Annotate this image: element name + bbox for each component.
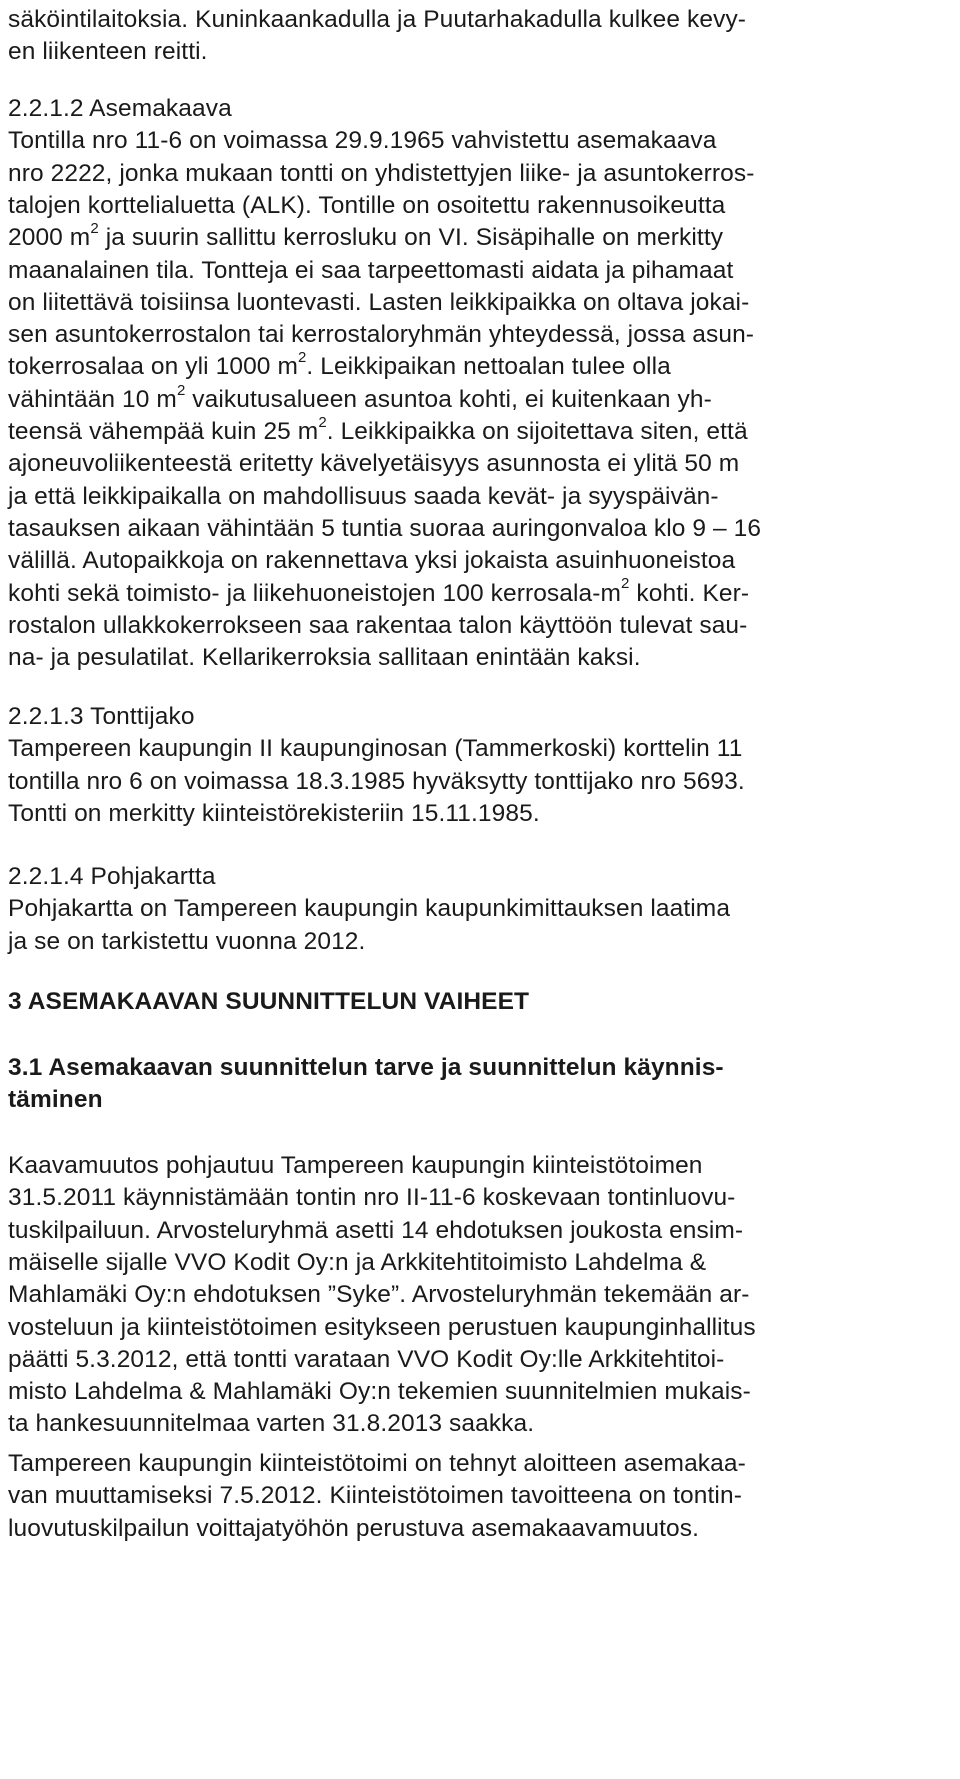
heading-line: 3 ASEMAKAAVAN SUUNNITTELUN VAIHEET — [8, 988, 530, 1015]
text-line: Mahlamäki Oy:n ehdotuksen ”Syke”. Arvosteluryhmän tekemään ar- — [8, 1281, 750, 1309]
text-line: vosteluun ja kiinteistötoimen esitykseen perustuen kaupunginhallitus — [8, 1313, 756, 1341]
superscript: 2 — [621, 575, 630, 593]
text-line: Tontilla nro 11-6 on voimassa 29.9.1965 vahvistettu asemakaava — [8, 127, 717, 155]
text-line: on liitettävä toisiinsa luontevasti. Lasten leikkipaikka on oltava jokai- — [8, 288, 750, 316]
text-line: tasauksen aikaan vähintään 5 tuntia suoraa auringonvaloa klo 9 – 16 — [8, 514, 762, 542]
text-line: 31.5.2011 käynnistämään tontin nro II-11-6 koskevaan tontinluovu- — [8, 1184, 736, 1212]
text-line: kohti sekä toimisto- ja liikehuoneistojen 100 kerrosala-$m^2$ kohti. Ker- — [8, 575, 750, 607]
text-line: teensä vähempää kuin 25 $m^2$. Leikkipaikka on sijoitettava siten, että — [8, 413, 748, 445]
text-line: ja että leikkipaikalla on mahdollisuus saada kevät- ja syyspäivän- — [8, 482, 719, 510]
text-line: ajoneuvoliikenteestä eritetty kävelyetäisyys asunnosta ei ylitä 50 m — [8, 450, 740, 478]
text-line: välillä. Autopaikkoja on rakennettava yksi jokaista asuinhuoneistoa — [8, 547, 736, 575]
superscript: 2 — [297, 349, 307, 367]
text-line: Pohjakartta on Tampereen kaupungin kaupunkimittauksen laatima — [8, 895, 731, 923]
text-line: Tampereen kaupungin II kaupunginosan (Tammerkoski) korttelin 11 — [8, 735, 743, 763]
text-line: säköintilaitoksia. Kuninkaankadulla ja Puutarhakadulla kulkee kevy- — [8, 6, 747, 33]
text-line: päätti 5.3.2012, että tontti varataan VVO Kodit Oy:lle Arkkitehtitoi- — [8, 1345, 725, 1373]
text-line: na- ja pesulatilat. Kellarikerroksia sallitaan enintään kaksi. — [8, 644, 641, 672]
text-line: tuskilpailuun. Arvosteluryhmä asetti 14 ehdotuksen joukosta ensim- — [8, 1216, 744, 1244]
text-line: misto Lahdelma & Mahlamäki Oy:n tekemien suunnitelmien mukais- — [8, 1378, 751, 1406]
text-line: 2.2.1.3 Tonttijako — [8, 703, 195, 730]
text-line: en liikenteen reitti. — [8, 38, 208, 66]
text-line: van muuttamiseksi 7.5.2012. Kiinteistötoimen tavoitteena on tontin- — [8, 1482, 742, 1510]
text-line: talojen korttelialuetta (ALK). Tontille on osoitettu rakennusoikeutta — [8, 191, 726, 219]
heading-line: täminen — [8, 1086, 103, 1114]
text-line: Tontti on merkitty kiinteistörekisteriin 15.11.1985. — [8, 799, 540, 827]
superscript: 2 — [318, 413, 327, 431]
text-line: vähintään 10 $m^2$ vaikutusalueen asuntoa kohti, ei kuitenkaan yh- — [8, 381, 712, 413]
text-line: luovutuskilpailun voittajatyöhön perustuva asemakaavamuutos. — [8, 1514, 700, 1542]
text-line: ja se on tarkistettu vuonna 2012. — [8, 927, 366, 955]
text-line: maanalainen tila. Tontteja ei saa tarpeettomasti aidata ja pihamaat — [8, 256, 734, 284]
text-line: tokerrosalaa on yli 1000 $m^2$. Leikkipaikan nettoalan tulee olla — [8, 349, 671, 381]
heading-line: 3.1 Asemakaavan suunnittelun tarve ja suunnittelun käynnis- — [8, 1054, 724, 1081]
superscript: 2 — [176, 381, 186, 399]
text-line: 2.2.1.4 Pohjakartta — [8, 863, 216, 890]
text-line: mäiselle sijalle VVO Kodit Oy:n ja Arkkitehtitoimisto Lahdelma & — [8, 1248, 707, 1276]
text-line: 2.2.1.2 Asemakaava — [8, 95, 232, 122]
text-line: 2000 $m^2$ ja suurin sallittu kerrosluku on VI. Sisäpihalle on merkitty — [8, 220, 724, 252]
text-line: Tampereen kaupungin kiinteistötoimi on tehnyt aloitteen asemakaa- — [8, 1450, 746, 1477]
text-line: nro 2222, jonka mukaan tontti on yhdistettyjen liike- ja asuntokerros- — [8, 159, 755, 187]
text-line: rostalon ullakkokerrokseen saa rakentaa talon käyttöön tulevat sau- — [8, 611, 748, 639]
text-line: tontilla nro 6 on voimassa 18.3.1985 hyväksytty tonttijako nro 5693. — [8, 767, 745, 795]
superscript: 2 — [90, 220, 99, 238]
text-line: Kaavamuutos pohjautuu Tampereen kaupungin kiinteistötoimen — [8, 1152, 703, 1179]
text-line: sen asuntokerrostalon tai kerrostaloryhmän yhteydessä, jossa asun- — [8, 321, 755, 349]
text-line: ta hankesuunnitelmaa varten 31.8.2013 saakka. — [8, 1410, 535, 1438]
